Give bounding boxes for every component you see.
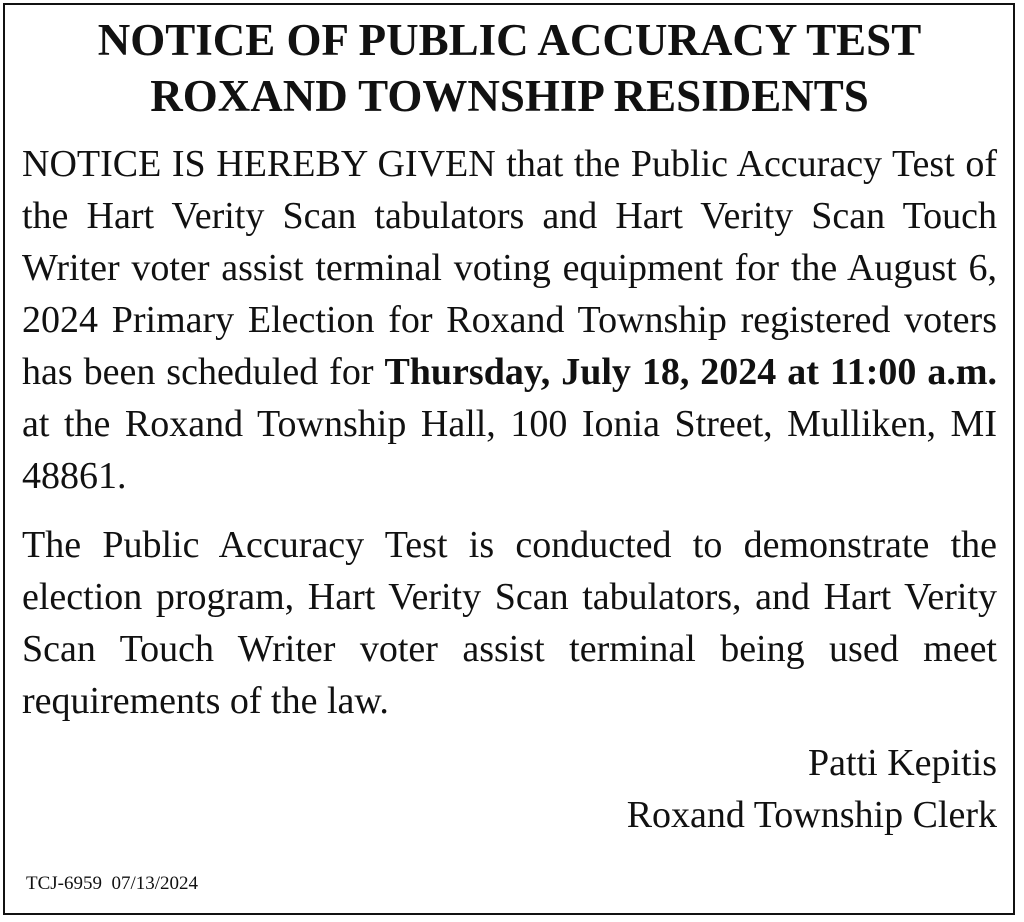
signer-name: Patti Kepitis [808,742,997,784]
notice-paragraph-1 [22,138,997,502]
document-id: TCJ-6959 07/13/2024 [26,873,199,894]
signature-block [22,737,997,841]
title-line-1: NOTICE OF PUBLIC ACCURACY TEST [97,15,922,65]
title-line-2: ROXAND TOWNSHIP RESIDENTS [150,71,869,121]
notice-paragraph-2: The Public Accuracy Test is conducted to demonstrate the election program, Hart Verity Scan tabulators, and Hart Verity Scan Touch Writer voter assist terminal being used meet requirements of the law. [22,524,997,722]
notice-title [22,12,997,124]
signer-title: Roxand Township Clerk [626,794,997,836]
test-date-time: Thursday, July 18, 2024 at 11:00 a.m. [384,351,997,393]
notice-content [22,12,997,841]
paragraph-1-text-start: NOTICE IS HEREBY GIVEN that the Public Accuracy Test of the Hart Verity Scan tabulators and Hart Verity Scan Touch Writer voter assist terminal voting equipment for the August 6, 2024 Primary Election for Roxand Township registered voters has been scheduled for [22,143,997,393]
paragraph-1-text-end: at the Roxand Township Hall, 100 Ionia Street, Mulliken, MI 48861. [22,403,997,497]
